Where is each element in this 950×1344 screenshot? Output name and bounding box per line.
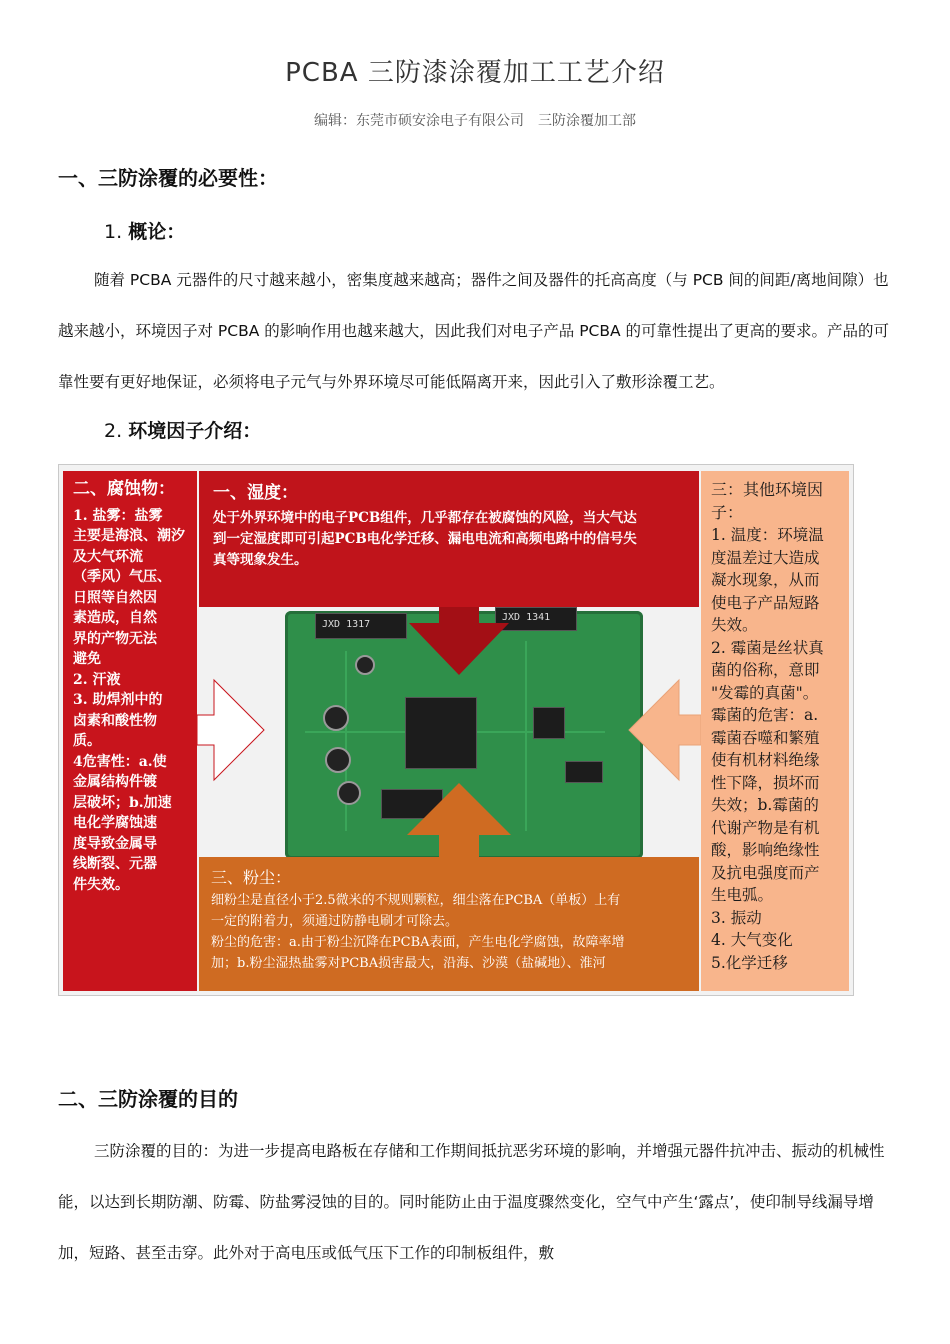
humidity-line: 处于外界环境中的电子PCB组件，几乎都存在被腐蚀的风险，当大气达 [213,510,637,526]
dust-heading: 三、粉尘： [211,868,292,887]
corrosion-line: 2. 汗液 [73,671,121,688]
humidity-line: 到一定湿度即可引起PCB电化学迁移、漏电电流和高频电路中的信号失 [213,531,637,547]
right-arrow [629,680,701,780]
dust-line: 加；b.粉尘湿热盐雾对PCBA损害最大，沿海、沙漠（盐碱地）、淮河 [211,956,606,971]
board-label-1: JXD 1317 [322,619,371,630]
corrosion-line: 日照等自然因 [73,589,157,606]
left-arrow [197,680,264,780]
corrosion-line: 主要是海浪、潮汐 [73,528,185,544]
environment-factors-figure [58,464,854,996]
other-factors-line: 使有机材料绝缘 [711,751,820,769]
humidity-heading: 一、湿度： [213,483,298,503]
corrosion-line: 避免 [73,651,101,667]
dust-line: 细粉尘是直径小于2.5微米的不规则颗粒，细尘落在PCBA（单板）上有 [211,893,621,908]
humidity-line: 真等现象发生。 [213,552,308,568]
subsection-1-label: 概论： [128,221,186,243]
corrosion-line: 层破坏；b.加速 [73,794,172,811]
other-factors-line: 及抗电强度而产 [711,863,820,882]
other-factors-line: 5.化学迁移 [711,953,788,972]
corrosion-line: 度导致金属导 [73,835,157,852]
other-factors-line: 度温差过大造成 [711,548,820,567]
other-factors-line: 霉菌吞噬和繁殖 [711,728,820,747]
subsection-1-number: 1. [104,221,123,243]
other-factors-line: 失效；b.霉菌的 [711,796,819,814]
corrosion-line: 1. 盐雾：盐雾 [73,507,163,524]
other-factors-line: 霉菌的危害：a. [711,706,819,724]
dust-line: 粉尘的危害：a.由于粉尘沉降在PCBA表面，产生电化学腐蚀，故障率增 [211,935,625,950]
humidity-panel [199,471,699,607]
other-factors-line: 2. 霉菌是丝状真 [711,638,824,657]
corrosion-heading: 二、腐蚀物： [73,479,175,499]
other-factors-line: 菌的俗称，意即 [711,661,820,679]
corrosion-line: 4危害性：a.使 [73,753,167,770]
other-factors-panel [701,471,849,991]
corrosion-line: 卤素和酸性物 [73,712,157,729]
corrosion-line: 件失效。 [73,876,129,893]
other-factors-line: 使电子产品短路 [711,593,820,612]
other-factors-line: 酸，影响绝缘性 [711,841,820,859]
page-subtitle: 编辑：东莞市硕安涂电子有限公司 三防涂覆加工部 [314,113,636,129]
other-factors-line: 代谢产物是有机 [711,818,820,837]
top-arrow [409,605,509,675]
subsection-1-heading [104,217,185,244]
other-factors-line: 生电弧。 [711,886,774,904]
corrosion-line: 电化学腐蚀速 [73,815,157,831]
bottom-arrow [407,783,511,861]
corrosion-line: 线断裂、元器 [73,856,157,872]
dust-line: 一定的附着力，须通过防静电刷才可除去。 [211,914,459,929]
section-1-heading: 一、三防涂覆的必要性： [58,166,278,190]
corrosion-line: 3. 助焊剂中的 [73,692,163,708]
other-factors-heading: 三：其他环境因子： [711,480,824,522]
purpose-paragraph: 三防涂覆的目的：为进一步提高电路板在存储和工作期间抵抗恶劣环境的影响，并增强元器件抗冲击、振动的机械性能，以达到长期防潮、防霉、防盐雾浸蚀的目的。同时能防止由于温度骤然变化，空气中产生‘露点’，使印制导线漏导增加，短路、甚至击穿。此外对于高电压或低气压下工作的印制板组件，敷 [58,1142,885,1262]
subsection-2-heading [104,416,261,443]
other-factors-line: 1. 温度：环境温 [711,526,824,544]
corrosion-line: 素造成，自然 [73,610,157,626]
dust-panel [199,857,699,991]
section-2-heading: 二、三防涂覆的目的 [58,1087,238,1111]
other-factors-line: 性下降，损坏而 [711,773,820,792]
other-factors-line: 失效。 [711,616,758,634]
other-factors-line: 4. 大气变化 [711,931,793,949]
corrosion-line: 及大气环流 [73,548,143,565]
corrosion-line: （季风）气压、 [73,569,171,585]
corrosion-line: 质。 [73,733,101,749]
other-factors-line: 凝水现象，从而 [711,571,820,589]
other-factors-line: "发霉的真菌"。 [711,683,819,702]
overview-paragraph: 随着 PCBA 元器件的尺寸越来越小，密集度越来越高；器件之间及器件的托高高度（与 PCB 间的间距/离地间隙）也越来越小，环境因子对 PCBA 的影响作用也越来越大，因此我们对电子产品 PCBA 的可靠性提出了更高的要求。产品的可靠性要有更好地保证，必须将电子元气与外界环境尽可能低隔离开来，因此引入了敷形涂覆工艺。 [58,271,890,391]
corrosion-line: 界的产物无法 [73,630,157,647]
other-factors-line: 3. 振动 [711,908,762,927]
subsection-2-label: 环境因子介绍： [128,420,262,442]
corrosion-panel [63,471,197,991]
page-title: PCBA 三防漆涂覆加工工艺介绍 [285,58,665,88]
corrosion-line: 金属结构件镀 [73,774,157,790]
board-label-2: JXD 1341 [502,612,551,623]
subsection-2-number: 2. [104,420,123,442]
